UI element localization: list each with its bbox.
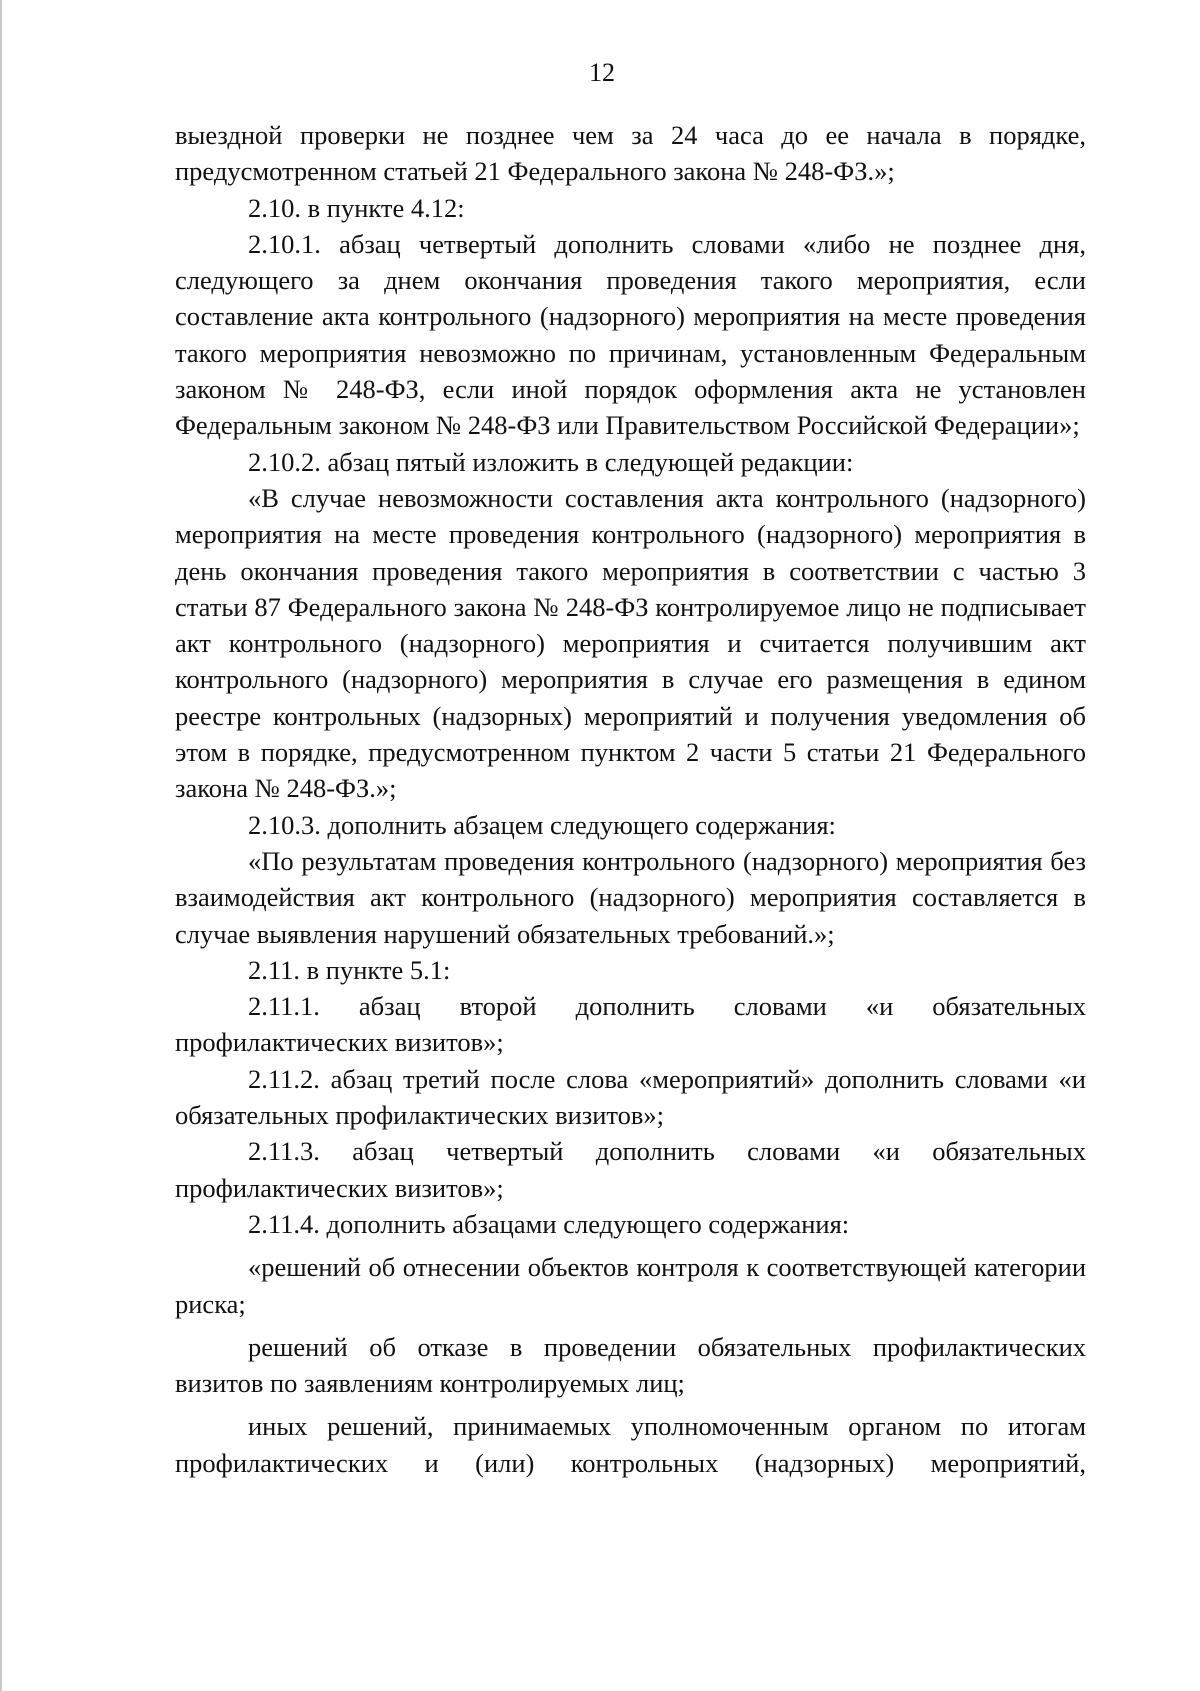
paragraph-item-2-10-1: 2.10.1. абзац четвертый дополнить словами «либо не позднее дня, следующего за днем окончания проведения такого мероприятия, если составление акта контрольного (надзорного) мероприятия на месте проведения такого мероприятия невозможно по причинам, установленным Федеральным законом № 248-ФЗ, если иной порядок оформления акта не установлен Федеральным законом № 248-ФЗ или Правительством Российской Федерации»; bbox=[175, 228, 1086, 441]
document-body bbox=[175, 117, 1086, 1481]
paragraph-quote-2: «По результатам проведения контрольного (надзорного) мероприятия без взаимодействия акт контрольного (надзорного) мероприятия составляется в случае выявления нарушений обязательных требований.»; bbox=[175, 845, 1086, 949]
paragraph-item-2-10-3: 2.10.3. дополнить абзацем следующего содержания: bbox=[248, 809, 836, 840]
paragraph-quote-3: «решений об отнесении объектов контроля к соответствующей категории риска; bbox=[175, 1252, 1086, 1319]
paragraph-quote-1: «В случае невозможности составления акта контрольного (надзорного) мероприятия на месте проведения контрольного (надзорного) мероприятия в день окончания проведения такого мероприятия в соответствии с частью 3 статьи 87 Федерального закона № 248-ФЗ контролируемое лицо не подписывает акт контрольного (надзорного) мероприятия и считается получившим акт контрольного (надзорного) мероприятия в случае его размещения в едином реестре контрольных (надзорных) мероприятий и получения уведомления об этом в порядке, предусмотренном пунктом 2 части 5 статьи 21 Федерального закона № 248-ФЗ.»; bbox=[175, 482, 1086, 804]
paragraph-continuation: выездной проверки не позднее чем за 24 часа до ее начала в порядке, предусмотренном статьей 21 Федерального закона № 248-ФЗ.»; bbox=[175, 120, 1086, 187]
paragraph-item-2-10-2: 2.10.2. абзац пятый изложить в следующей редакции: bbox=[248, 446, 854, 477]
paragraph-decisions-refusal: решений об отказе в проведении обязательных профилактических визитов по заявлениям контролируемых лиц; bbox=[175, 1331, 1086, 1399]
paragraph-item-2-11: 2.11. в пункте 5.1: bbox=[248, 954, 451, 985]
paragraph-other-decisions: иных решений, принимаемых уполномоченным органом по итогам профилактических и (или) контрольных (надзорных) мероприятий, bbox=[175, 1411, 1086, 1478]
paragraph-item-2-11-1: 2.11.1. абзац второй дополнить словами «и обязательных профилактических визитов»; bbox=[175, 991, 1086, 1058]
paragraph-item-2-11-3: 2.11.3. абзац четвертый дополнить словами «и обязательных профилактических визитов»; bbox=[175, 1136, 1086, 1203]
paragraph-item-2-10: 2.10. в пункте 4.12: bbox=[248, 192, 465, 223]
page-number: 12 bbox=[589, 58, 615, 87]
paragraph-item-2-11-2: 2.11.2. абзац третий после слова «мероприятий» дополнить словами «и обязательных профилактических визитов»; bbox=[175, 1063, 1086, 1131]
paragraph-item-2-11-4: 2.11.4. дополнить абзацами следующего содержания: bbox=[248, 1208, 850, 1239]
